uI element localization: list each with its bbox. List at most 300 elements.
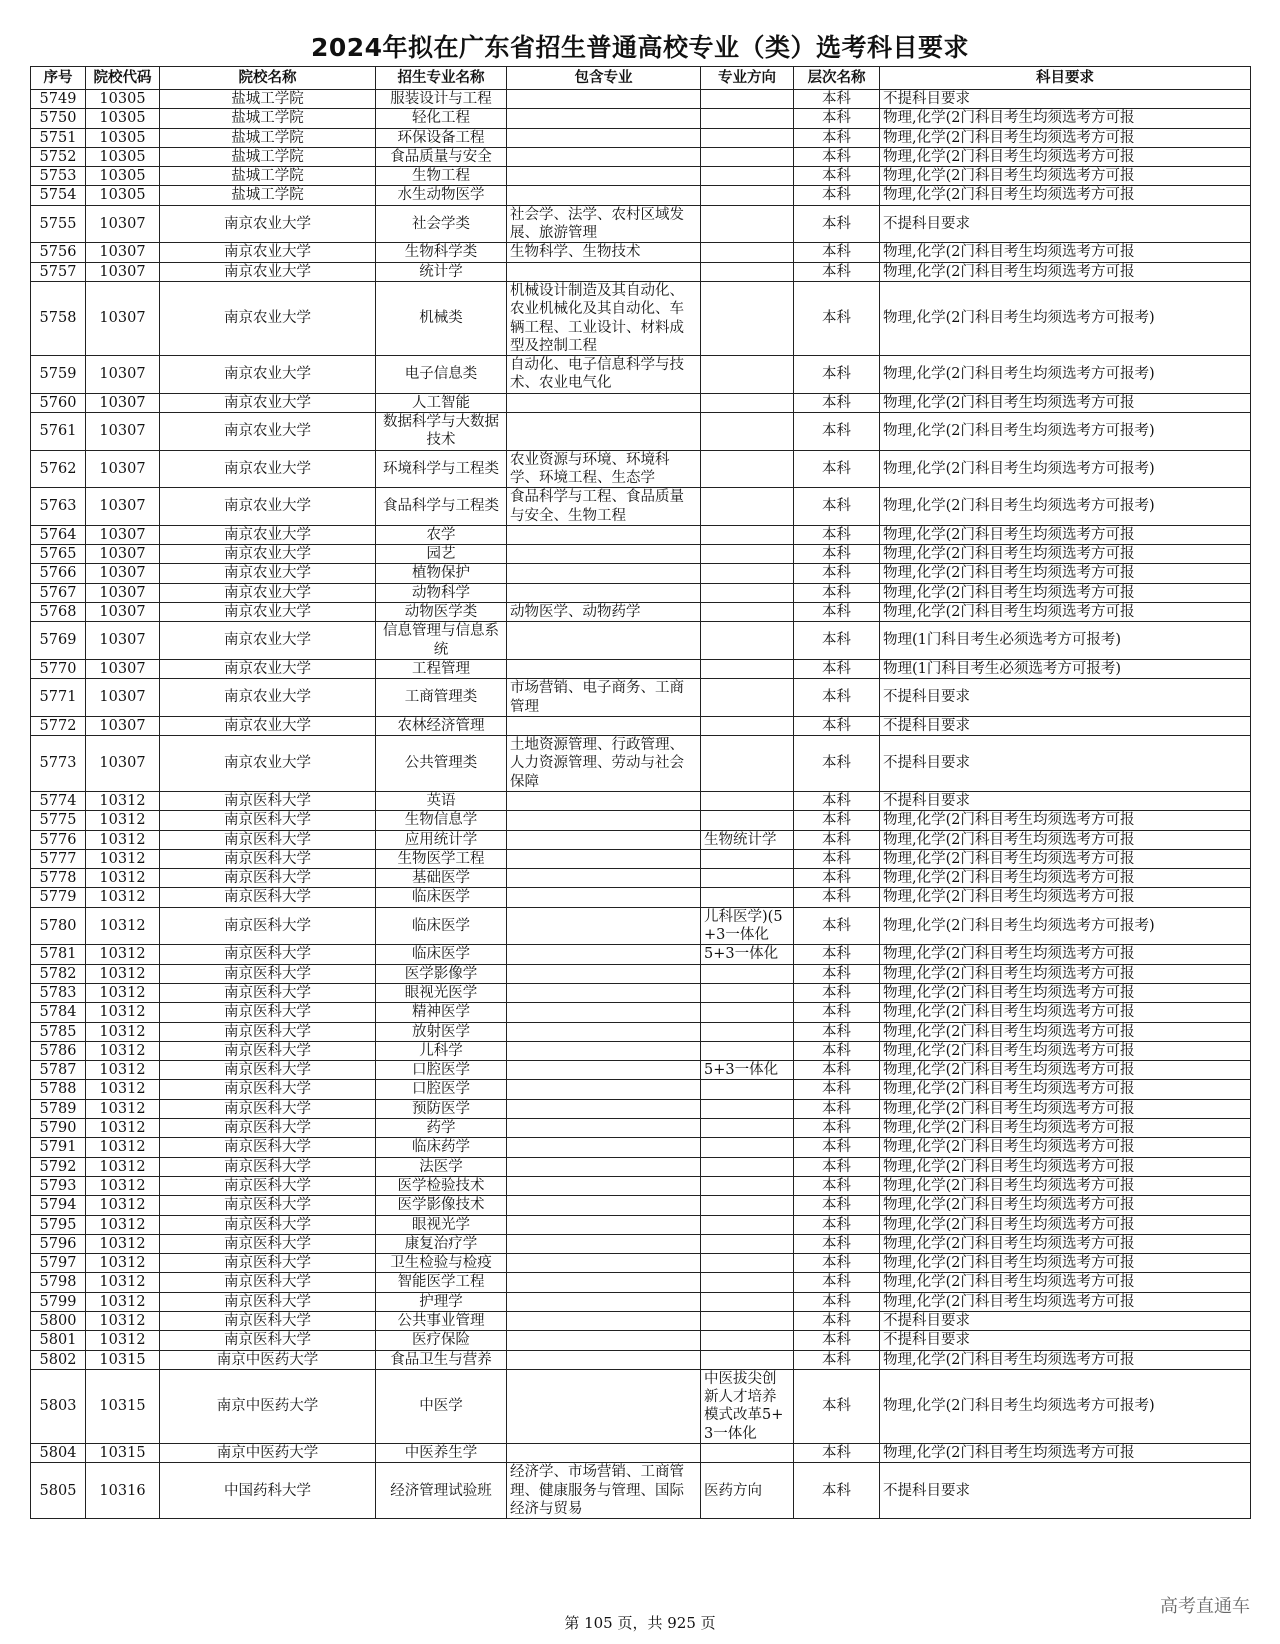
level-cell: 本科	[794, 1119, 880, 1138]
included-majors-cell	[507, 1119, 701, 1138]
seq-cell: 5766	[31, 564, 86, 583]
school-code-cell: 10307	[86, 545, 160, 564]
header-included-majors: 包含专业	[507, 67, 701, 90]
direction-cell	[701, 1273, 794, 1292]
school-name-cell: 南京医科大学	[160, 1022, 376, 1041]
seq-cell: 5788	[31, 1080, 86, 1099]
level-cell: 本科	[794, 811, 880, 830]
major-name-cell: 食品卫生与营养	[376, 1350, 507, 1369]
subject-req-cell: 物理,化学(2门科目考生均须选考方可报	[880, 1350, 1251, 1369]
school-code-cell: 10312	[86, 1022, 160, 1041]
school-name-cell: 南京医科大学	[160, 964, 376, 983]
table-row	[31, 1444, 1251, 1463]
school-code-cell: 10307	[86, 564, 160, 583]
table-row	[31, 1369, 1251, 1443]
table-row	[31, 1003, 1251, 1022]
level-cell: 本科	[794, 413, 880, 451]
seq-cell: 5758	[31, 281, 86, 355]
seq-cell: 5787	[31, 1061, 86, 1080]
major-name-cell: 动物科学	[376, 583, 507, 602]
school-name-cell: 南京中医药大学	[160, 1350, 376, 1369]
seq-cell: 5762	[31, 450, 86, 488]
seq-cell: 5763	[31, 488, 86, 526]
school-code-cell: 10312	[86, 1196, 160, 1215]
level-cell: 本科	[794, 869, 880, 888]
seq-cell: 5752	[31, 147, 86, 166]
table-row	[31, 1234, 1251, 1253]
school-name-cell: 南京医科大学	[160, 1061, 376, 1080]
school-name-cell: 南京农业大学	[160, 393, 376, 412]
major-name-cell: 植物保护	[376, 564, 507, 583]
major-name-cell: 电子信息类	[376, 356, 507, 394]
school-name-cell: 盐城工学院	[160, 186, 376, 205]
subject-req-cell: 物理,化学(2门科目考生均须选考方可报	[880, 564, 1251, 583]
school-name-cell: 南京农业大学	[160, 736, 376, 792]
seq-cell: 5774	[31, 791, 86, 810]
subject-req-cell: 物理,化学(2门科目考生均须选考方可报	[880, 603, 1251, 622]
major-name-cell: 儿科学	[376, 1041, 507, 1060]
direction-cell	[701, 1196, 794, 1215]
direction-cell	[701, 1215, 794, 1234]
school-code-cell: 10307	[86, 525, 160, 544]
school-code-cell: 10312	[86, 1138, 160, 1157]
subject-req-cell: 物理,化学(2门科目考生均须选考方可报考)	[880, 413, 1251, 451]
major-name-cell: 医学检验技术	[376, 1176, 507, 1195]
school-name-cell: 南京医科大学	[160, 849, 376, 868]
table-row	[31, 888, 1251, 907]
direction-cell	[701, 413, 794, 451]
subject-req-cell: 物理,化学(2门科目考生均须选考方可报	[880, 1119, 1251, 1138]
major-name-cell: 医疗保险	[376, 1331, 507, 1350]
school-name-cell: 南京医科大学	[160, 1292, 376, 1311]
table-row	[31, 450, 1251, 488]
table-row	[31, 1157, 1251, 1176]
included-majors-cell: 自动化、电子信息科学与技术、农业电气化	[507, 356, 701, 394]
level-cell: 本科	[794, 1080, 880, 1099]
direction-cell	[701, 450, 794, 488]
major-name-cell: 环保设备工程	[376, 128, 507, 147]
seq-cell: 5754	[31, 186, 86, 205]
table-row	[31, 128, 1251, 147]
school-name-cell: 中国药科大学	[160, 1463, 376, 1519]
level-cell: 本科	[794, 1041, 880, 1060]
school-name-cell: 南京医科大学	[160, 1157, 376, 1176]
direction-cell	[701, 488, 794, 526]
school-code-cell: 10315	[86, 1350, 160, 1369]
included-majors-cell	[507, 869, 701, 888]
direction-cell	[701, 811, 794, 830]
major-name-cell: 食品质量与安全	[376, 147, 507, 166]
table-row	[31, 262, 1251, 281]
subject-req-cell: 不提科目要求	[880, 205, 1251, 243]
level-cell: 本科	[794, 1196, 880, 1215]
school-name-cell: 南京医科大学	[160, 1080, 376, 1099]
direction-cell	[701, 1176, 794, 1195]
subject-req-cell: 物理,化学(2门科目考生均须选考方可报	[880, 525, 1251, 544]
school-code-cell: 10312	[86, 1099, 160, 1118]
direction-cell	[701, 1254, 794, 1273]
included-majors-cell	[507, 1022, 701, 1041]
level-cell: 本科	[794, 243, 880, 262]
level-cell: 本科	[794, 545, 880, 564]
direction-cell	[701, 849, 794, 868]
seq-cell: 5803	[31, 1369, 86, 1443]
school-code-cell: 10312	[86, 1176, 160, 1195]
school-name-cell: 南京农业大学	[160, 716, 376, 735]
included-majors-cell	[507, 888, 701, 907]
seq-cell: 5772	[31, 716, 86, 735]
included-majors-cell	[507, 964, 701, 983]
direction-cell	[701, 109, 794, 128]
school-name-cell: 南京医科大学	[160, 1234, 376, 1253]
table-row	[31, 1254, 1251, 1273]
seq-cell: 5779	[31, 888, 86, 907]
seq-cell: 5793	[31, 1176, 86, 1195]
seq-cell: 5784	[31, 1003, 86, 1022]
major-name-cell: 数据科学与大数据技术	[376, 413, 507, 451]
level-cell: 本科	[794, 393, 880, 412]
table-row	[31, 1463, 1251, 1519]
included-majors-cell: 农业资源与环境、环境科学、环境工程、生态学	[507, 450, 701, 488]
direction-cell: 5+3一体化	[701, 945, 794, 964]
included-majors-cell	[507, 1138, 701, 1157]
seq-cell: 5799	[31, 1292, 86, 1311]
seq-cell: 5789	[31, 1099, 86, 1118]
subject-req-cell: 物理,化学(2门科目考生均须选考方可报	[880, 945, 1251, 964]
subject-req-cell: 物理,化学(2门科目考生均须选考方可报	[880, 869, 1251, 888]
subject-req-cell: 物理,化学(2门科目考生均须选考方可报	[880, 1444, 1251, 1463]
subject-req-cell: 物理,化学(2门科目考生均须选考方可报	[880, 1157, 1251, 1176]
major-name-cell: 眼视光医学	[376, 983, 507, 1002]
level-cell: 本科	[794, 849, 880, 868]
school-code-cell: 10307	[86, 450, 160, 488]
included-majors-cell	[507, 1003, 701, 1022]
seq-cell: 5751	[31, 128, 86, 147]
level-cell: 本科	[794, 109, 880, 128]
table-row	[31, 1273, 1251, 1292]
level-cell: 本科	[794, 1312, 880, 1331]
included-majors-cell	[507, 525, 701, 544]
direction-cell	[701, 186, 794, 205]
seq-cell: 5796	[31, 1234, 86, 1253]
subject-req-cell: 物理(1门科目考生必须选考方可报考)	[880, 622, 1251, 660]
school-name-cell: 南京农业大学	[160, 679, 376, 717]
direction-cell	[701, 356, 794, 394]
school-code-cell: 10312	[86, 830, 160, 849]
school-name-cell: 南京医科大学	[160, 811, 376, 830]
included-majors-cell	[507, 1273, 701, 1292]
school-code-cell: 10307	[86, 736, 160, 792]
seq-cell: 5786	[31, 1041, 86, 1060]
direction-cell	[701, 128, 794, 147]
direction-cell	[701, 1022, 794, 1041]
major-name-cell: 生物科学类	[376, 243, 507, 262]
included-majors-cell	[507, 791, 701, 810]
direction-cell	[701, 1157, 794, 1176]
school-code-cell: 10307	[86, 583, 160, 602]
direction-cell	[701, 1312, 794, 1331]
table-row	[31, 1099, 1251, 1118]
header-level: 层次名称	[794, 67, 880, 90]
major-name-cell: 中医学	[376, 1369, 507, 1443]
school-code-cell: 10305	[86, 90, 160, 109]
seq-cell: 5750	[31, 109, 86, 128]
school-name-cell: 盐城工学院	[160, 128, 376, 147]
major-name-cell: 轻化工程	[376, 109, 507, 128]
table-row	[31, 1119, 1251, 1138]
table-row	[31, 1061, 1251, 1080]
school-name-cell: 盐城工学院	[160, 109, 376, 128]
included-majors-cell: 经济学、市场营销、工商管理、健康服务与管理、国际经济与贸易	[507, 1463, 701, 1519]
school-name-cell: 南京医科大学	[160, 1119, 376, 1138]
school-name-cell: 盐城工学院	[160, 147, 376, 166]
major-name-cell: 食品科学与工程类	[376, 488, 507, 526]
direction-cell	[701, 736, 794, 792]
subject-req-cell: 不提科目要求	[880, 1463, 1251, 1519]
seq-cell: 5764	[31, 525, 86, 544]
subject-req-cell: 物理,化学(2门科目考生均须选考方可报	[880, 983, 1251, 1002]
subject-req-cell: 物理,化学(2门科目考生均须选考方可报	[880, 1041, 1251, 1060]
table-row	[31, 1196, 1251, 1215]
included-majors-cell	[507, 1099, 701, 1118]
subject-req-cell: 物理,化学(2门科目考生均须选考方可报	[880, 830, 1251, 849]
school-name-cell: 南京医科大学	[160, 869, 376, 888]
included-majors-cell	[507, 1196, 701, 1215]
level-cell: 本科	[794, 659, 880, 678]
direction-cell	[701, 564, 794, 583]
included-majors-cell	[507, 413, 701, 451]
school-name-cell: 南京医科大学	[160, 1254, 376, 1273]
school-name-cell: 南京农业大学	[160, 243, 376, 262]
subject-req-cell: 物理,化学(2门科目考生均须选考方可报	[880, 1080, 1251, 1099]
major-name-cell: 人工智能	[376, 393, 507, 412]
table-row	[31, 109, 1251, 128]
direction-cell	[701, 205, 794, 243]
school-name-cell: 南京农业大学	[160, 281, 376, 355]
major-name-cell: 卫生检验与检疫	[376, 1254, 507, 1273]
major-name-cell: 动物医学类	[376, 603, 507, 622]
included-majors-cell	[507, 545, 701, 564]
header-seq: 序号	[31, 67, 86, 90]
direction-cell	[701, 888, 794, 907]
direction-cell	[701, 147, 794, 166]
school-code-cell: 10312	[86, 983, 160, 1002]
included-majors-cell: 生物科学、生物技术	[507, 243, 701, 262]
seq-cell: 5767	[31, 583, 86, 602]
table-row	[31, 525, 1251, 544]
included-majors-cell	[507, 147, 701, 166]
school-code-cell: 10307	[86, 356, 160, 394]
level-cell: 本科	[794, 945, 880, 964]
school-code-cell: 10312	[86, 1119, 160, 1138]
major-name-cell: 机械类	[376, 281, 507, 355]
level-cell: 本科	[794, 1331, 880, 1350]
school-name-cell: 南京医科大学	[160, 1215, 376, 1234]
school-name-cell: 南京医科大学	[160, 1176, 376, 1195]
included-majors-cell	[507, 907, 701, 945]
subject-req-cell: 物理,化学(2门科目考生均须选考方可报考)	[880, 488, 1251, 526]
level-cell: 本科	[794, 1003, 880, 1022]
seq-cell: 5756	[31, 243, 86, 262]
direction-cell: 5+3一体化	[701, 1061, 794, 1080]
level-cell: 本科	[794, 1292, 880, 1311]
subject-req-cell: 物理,化学(2门科目考生均须选考方可报考)	[880, 1369, 1251, 1443]
table-row	[31, 205, 1251, 243]
brand-watermark: 高考直通车	[1160, 1596, 1250, 1617]
school-code-cell: 10312	[86, 964, 160, 983]
included-majors-cell	[507, 186, 701, 205]
table-row	[31, 983, 1251, 1002]
level-cell: 本科	[794, 525, 880, 544]
major-name-cell: 工程管理	[376, 659, 507, 678]
level-cell: 本科	[794, 907, 880, 945]
major-name-cell: 生物信息学	[376, 811, 507, 830]
school-code-cell: 10315	[86, 1444, 160, 1463]
subject-req-cell: 物理,化学(2门科目考生均须选考方可报	[880, 1176, 1251, 1195]
major-name-cell: 生物医学工程	[376, 849, 507, 868]
direction-cell	[701, 964, 794, 983]
included-majors-cell	[507, 622, 701, 660]
major-name-cell: 水生动物医学	[376, 186, 507, 205]
level-cell: 本科	[794, 983, 880, 1002]
school-code-cell: 10307	[86, 393, 160, 412]
major-name-cell: 口腔医学	[376, 1080, 507, 1099]
table-row	[31, 849, 1251, 868]
seq-cell: 5755	[31, 205, 86, 243]
level-cell: 本科	[794, 1215, 880, 1234]
included-majors-cell: 动物医学、动物药学	[507, 603, 701, 622]
major-name-cell: 护理学	[376, 1292, 507, 1311]
direction-cell	[701, 1234, 794, 1253]
major-name-cell: 农林经济管理	[376, 716, 507, 735]
included-majors-cell: 机械设计制造及其自动化、农业机械化及其自动化、车辆工程、工业设计、材料成型及控制工程	[507, 281, 701, 355]
level-cell: 本科	[794, 679, 880, 717]
direction-cell	[701, 716, 794, 735]
subject-req-cell: 物理,化学(2门科目考生均须选考方可报	[880, 393, 1251, 412]
direction-cell	[701, 262, 794, 281]
seq-cell: 5753	[31, 167, 86, 186]
included-majors-cell	[507, 1080, 701, 1099]
included-majors-cell	[507, 1176, 701, 1195]
table-row	[31, 791, 1251, 810]
major-name-cell: 智能医学工程	[376, 1273, 507, 1292]
school-code-cell: 10312	[86, 1234, 160, 1253]
school-code-cell: 10307	[86, 488, 160, 526]
school-code-cell: 10312	[86, 1061, 160, 1080]
table-row	[31, 964, 1251, 983]
direction-cell	[701, 1119, 794, 1138]
table-row	[31, 869, 1251, 888]
included-majors-cell	[507, 1254, 701, 1273]
major-name-cell: 放射医学	[376, 1022, 507, 1041]
major-name-cell: 公共管理类	[376, 736, 507, 792]
major-name-cell: 公共事业管理	[376, 1312, 507, 1331]
seq-cell: 5776	[31, 830, 86, 849]
direction-cell: 生物统计学	[701, 830, 794, 849]
school-code-cell: 10312	[86, 791, 160, 810]
subject-req-cell: 物理,化学(2门科目考生均须选考方可报	[880, 1138, 1251, 1157]
level-cell: 本科	[794, 128, 880, 147]
subject-req-cell: 物理,化学(2门科目考生均须选考方可报	[880, 262, 1251, 281]
included-majors-cell: 市场营销、电子商务、工商管理	[507, 679, 701, 717]
seq-cell: 5780	[31, 907, 86, 945]
direction-cell	[701, 583, 794, 602]
seq-cell: 5778	[31, 869, 86, 888]
table-row	[31, 603, 1251, 622]
direction-cell	[701, 659, 794, 678]
included-majors-cell: 土地资源管理、行政管理、人力资源管理、劳动与社会保障	[507, 736, 701, 792]
table-row	[31, 716, 1251, 735]
included-majors-cell	[507, 1157, 701, 1176]
seq-cell: 5782	[31, 964, 86, 983]
school-code-cell: 10312	[86, 1215, 160, 1234]
included-majors-cell	[507, 983, 701, 1002]
seq-cell: 5805	[31, 1463, 86, 1519]
included-majors-cell	[507, 659, 701, 678]
level-cell: 本科	[794, 281, 880, 355]
level-cell: 本科	[794, 1234, 880, 1253]
direction-cell	[701, 545, 794, 564]
included-majors-cell	[507, 1331, 701, 1350]
table-row	[31, 659, 1251, 678]
seq-cell: 5760	[31, 393, 86, 412]
school-code-cell: 10307	[86, 679, 160, 717]
school-code-cell: 10312	[86, 1331, 160, 1350]
school-name-cell: 南京农业大学	[160, 564, 376, 583]
table-body	[31, 90, 1251, 1519]
subject-req-cell: 物理,化学(2门科目考生均须选考方可报	[880, 811, 1251, 830]
school-name-cell: 南京农业大学	[160, 356, 376, 394]
direction-cell	[701, 622, 794, 660]
major-name-cell: 社会学类	[376, 205, 507, 243]
header-major-name: 招生专业名称	[376, 67, 507, 90]
subject-req-cell: 不提科目要求	[880, 1331, 1251, 1350]
table-row	[31, 1080, 1251, 1099]
subject-req-cell: 不提科目要求	[880, 791, 1251, 810]
subject-req-cell: 物理,化学(2门科目考生均须选考方可报考)	[880, 356, 1251, 394]
school-code-cell: 10305	[86, 167, 160, 186]
table-row	[31, 736, 1251, 792]
table-row	[31, 830, 1251, 849]
direction-cell	[701, 603, 794, 622]
level-cell: 本科	[794, 356, 880, 394]
level-cell: 本科	[794, 603, 880, 622]
direction-cell	[701, 1350, 794, 1369]
direction-cell: 中医拔尖创新人才培养模式改革5+3一体化	[701, 1369, 794, 1443]
subject-req-cell: 物理,化学(2门科目考生均须选考方可报	[880, 545, 1251, 564]
school-code-cell: 10312	[86, 1157, 160, 1176]
seq-cell: 5794	[31, 1196, 86, 1215]
school-name-cell: 南京医科大学	[160, 1273, 376, 1292]
table-row	[31, 1292, 1251, 1311]
seq-cell: 5769	[31, 622, 86, 660]
direction-cell	[701, 1138, 794, 1157]
major-name-cell: 应用统计学	[376, 830, 507, 849]
table-row	[31, 545, 1251, 564]
school-code-cell: 10312	[86, 1041, 160, 1060]
major-name-cell: 工商管理类	[376, 679, 507, 717]
school-code-cell: 10312	[86, 1292, 160, 1311]
school-code-cell: 10312	[86, 869, 160, 888]
subject-req-cell: 物理(1门科目考生必须选考方可报考)	[880, 659, 1251, 678]
requirements-table	[30, 66, 1251, 1519]
major-name-cell: 基础医学	[376, 869, 507, 888]
level-cell: 本科	[794, 791, 880, 810]
direction-cell	[701, 679, 794, 717]
included-majors-cell	[507, 1061, 701, 1080]
subject-req-cell: 物理,化学(2门科目考生均须选考方可报	[880, 1061, 1251, 1080]
included-majors-cell	[507, 393, 701, 412]
